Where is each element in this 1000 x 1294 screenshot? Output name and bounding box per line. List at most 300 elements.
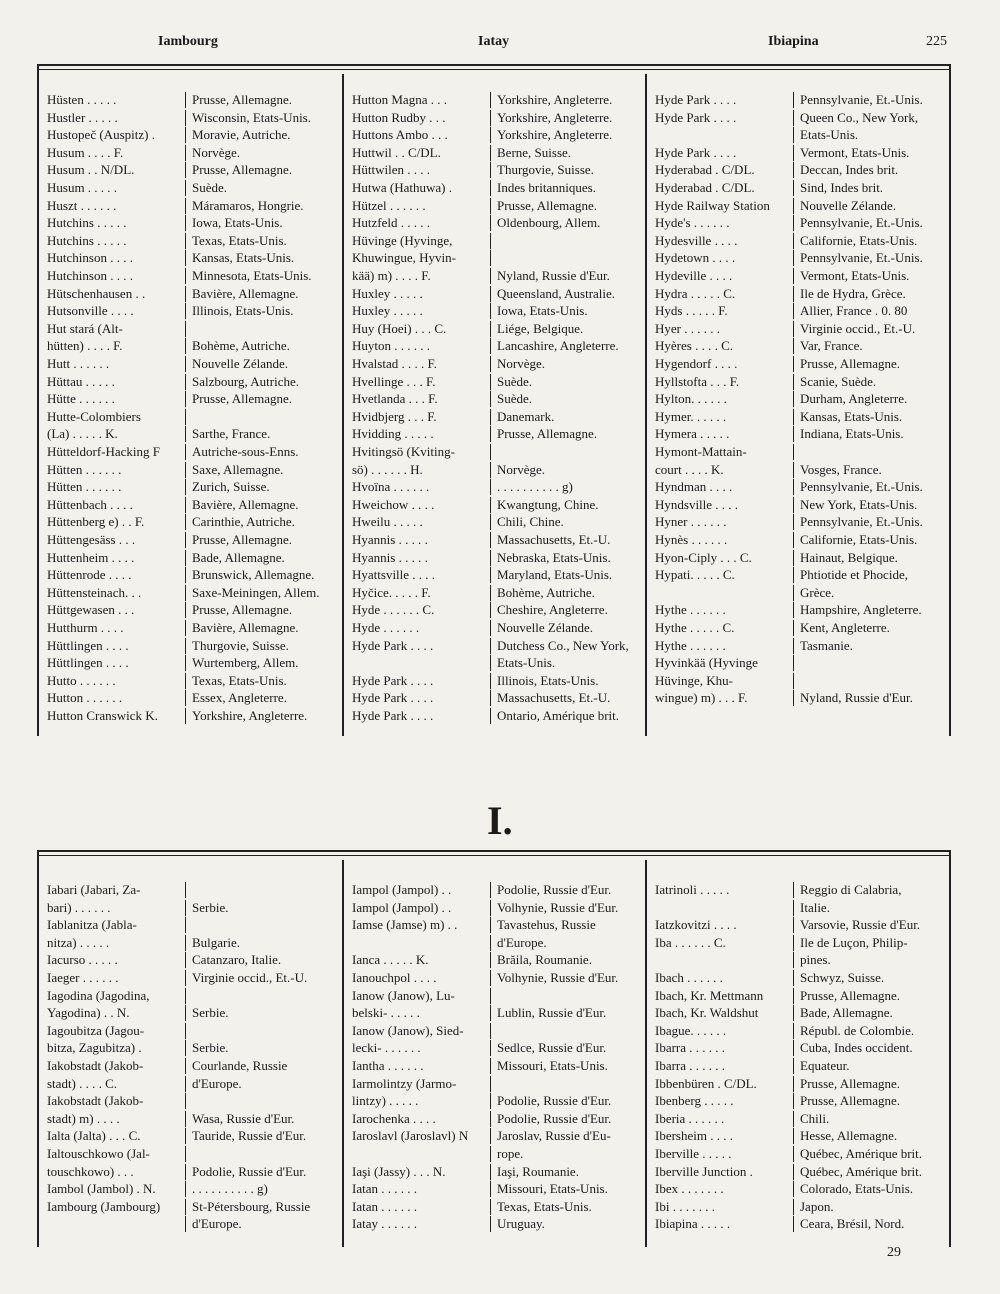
place-name: Hüttlingen . . . . (47, 637, 129, 653)
place-name: Hyde . . . . . . (352, 620, 420, 635)
place-location: Minnesota, Etats-Unis. (185, 268, 342, 284)
place-name: lintzy) . . . . . (352, 1093, 419, 1109)
place-location: Catanzaro, Italie. (185, 952, 342, 968)
place-name: Hüttau . . . . . (47, 373, 115, 389)
entry-row (39, 479, 342, 495)
entry-row (39, 321, 342, 337)
place-name: Hutthurm . . . . (47, 620, 124, 635)
place-location: Sind, Indes brit. (793, 180, 950, 196)
place-location: Texas, Etats-Unis. (185, 233, 342, 249)
place-location: Prusse, Allemagne. (793, 988, 950, 1004)
place-name: Huxley . . . . . (352, 285, 423, 301)
place-location: Uruguay. (490, 1216, 647, 1232)
entry-row (647, 303, 950, 319)
place-name (647, 585, 793, 601)
entry-row (647, 1199, 950, 1215)
place-name: Hyvinkää (Hyvinge (655, 655, 758, 671)
entry-row (647, 338, 950, 354)
place-location (793, 655, 950, 671)
place-name: Hvidding . . . . . (352, 426, 434, 442)
place-name: Ibenberg . . . . . (655, 1093, 734, 1109)
place-name: Hyde Railway Station (655, 197, 770, 213)
place-location: Durham, Angleterre. (793, 391, 950, 407)
place-name: Hyds . . . . . F. (655, 303, 728, 319)
place-location: Dutchess Co., New York, (490, 638, 647, 654)
entry-row (647, 127, 950, 143)
place-name: Hydesville . . . . (655, 232, 738, 248)
entry-row (39, 268, 342, 284)
entry-row (344, 882, 647, 898)
entry-row (647, 988, 950, 1004)
place-name: Hyères . . . . C. (655, 338, 733, 354)
entry-row (344, 409, 647, 425)
entry-row (344, 952, 647, 968)
place-location: Yorkshire, Angleterre. (490, 127, 647, 143)
entry-row (39, 215, 342, 231)
place-location: Tavastehus, Russie (490, 917, 647, 933)
entry-row (647, 409, 950, 425)
place-name: Hythe . . . . . . (655, 637, 726, 653)
place-location: d'Europe. (490, 935, 647, 951)
entry-row (647, 444, 950, 460)
place-location: Courlande, Russie (185, 1058, 342, 1074)
entry-row (344, 233, 647, 249)
place-location: Iowa, Etats-Unis. (185, 215, 342, 231)
place-name: Huyton . . . . . . (352, 338, 430, 354)
column-2 (342, 74, 647, 736)
place-location: Prusse, Allemagne. (185, 602, 342, 618)
entry-row (39, 374, 342, 390)
place-name: Hyer . . . . . . (655, 320, 720, 336)
entry-row (344, 338, 647, 354)
place-location: Bavière, Allemagne. (185, 286, 342, 302)
place-location: Maryland, Etats-Unis. (490, 567, 647, 583)
place-location: Podolie, Russie d'Eur. (490, 1093, 647, 1109)
place-location (793, 673, 950, 689)
place-location: Tasmanie. (793, 638, 950, 654)
place-location: Brunswick, Allemagne. (185, 567, 342, 583)
entry-row (647, 690, 950, 706)
place-location: Pennsylvanie, Et.-Unis. (793, 92, 950, 108)
place-location: Suède. (490, 391, 647, 407)
place-location: Equateur. (793, 1058, 950, 1074)
place-name: Hüvinge, Khu- (655, 672, 733, 688)
place-name: Iatzkovitzi . . . . (655, 917, 737, 933)
entry-row (647, 1164, 950, 1180)
place-location (490, 233, 647, 249)
place-name: Hutto . . . . . . (47, 672, 116, 688)
entry-row (647, 1076, 950, 1092)
place-name: Ibarra . . . . . . (655, 1058, 726, 1073)
place-location (185, 1093, 342, 1109)
place-location: Vermont, Etats-Unis. (793, 268, 950, 284)
entry-row (344, 550, 647, 566)
place-location: Scanie, Suède. (793, 374, 950, 390)
entry-row (39, 532, 342, 548)
place-name: Hyllstofta . . . F. (655, 373, 740, 389)
place-location: Illinois, Etats-Unis. (185, 303, 342, 319)
section-letter: I. (487, 798, 513, 843)
entry-row (39, 602, 342, 618)
place-name: Hweichow . . . . (352, 496, 435, 512)
place-location: Varsovie, Russie d'Eur. (793, 917, 950, 933)
entry-row (39, 1128, 342, 1144)
place-location: d'Europe. (185, 1216, 342, 1232)
place-location: Autriche-sous-Enns. (185, 444, 342, 460)
entry-row (344, 1146, 647, 1162)
entry-row (39, 988, 342, 1004)
entry-row (647, 233, 950, 249)
place-location: Lancashire, Angleterre. (490, 338, 647, 354)
entry-row (39, 708, 342, 724)
place-location: Ontario, Amérique brit. (490, 708, 647, 724)
place-location: Serbie. (185, 900, 342, 916)
place-location: Iaşi, Roumanie. (490, 1164, 647, 1180)
entry-row (39, 1181, 342, 1197)
place-location: Prusse, Allemagne. (793, 1093, 950, 1109)
place-name: stadt) m) . . . . (47, 1110, 120, 1126)
entry-row (344, 268, 647, 284)
place-name: Hyde Park . . . . (655, 109, 737, 125)
place-location: Hesse, Allemagne. (793, 1128, 950, 1144)
place-location: Volhynie, Russie d'Eur. (490, 970, 647, 986)
entry-row (647, 952, 950, 968)
entry-row (39, 655, 342, 671)
place-location: Norvège. (185, 145, 342, 161)
place-location: Var, France. (793, 338, 950, 354)
place-location: Prusse, Allemagne. (490, 426, 647, 442)
place-location: Italie. (793, 900, 950, 916)
place-location: Texas, Etats-Unis. (185, 673, 342, 689)
entry-row (344, 215, 647, 231)
place-location: Bade, Allemagne. (185, 550, 342, 566)
place-name: Hüttenberg e) . . F. (47, 514, 145, 530)
place-name: Ibiapina . . . . . (655, 1216, 731, 1232)
place-location (185, 882, 342, 898)
place-location: Grèce. (793, 585, 950, 601)
place-location (490, 1076, 647, 1092)
place-location: Colorado, Etats-Unis. (793, 1181, 950, 1197)
place-location: Ile de Hydra, Grèce. (793, 286, 950, 302)
place-location: Wasa, Russie d'Eur. (185, 1111, 342, 1127)
place-location: Bavière, Allemagne. (185, 620, 342, 636)
place-name: Hüttensteinach. . . (47, 584, 142, 600)
entry-row (39, 882, 342, 898)
place-name: Khuwingue, Hyvin- (352, 250, 456, 266)
place-location: Thurgovie, Suisse. (490, 162, 647, 178)
place-location: Prusse, Allemagne. (185, 532, 342, 548)
entry-row (344, 92, 647, 108)
entry-row (344, 250, 647, 266)
place-location: St-Pétersbourg, Russie (185, 1199, 342, 1215)
place-name: Hütte . . . . . . (47, 391, 115, 407)
place-location: Tauride, Russie d'Eur. (185, 1128, 342, 1144)
place-name: Ibach . . . . . . (655, 970, 723, 985)
place-name: Hutchins . . . . . (47, 215, 127, 231)
entry-row (344, 935, 647, 951)
place-name: Hythe . . . . . . (655, 602, 726, 618)
place-location: Sedlce, Russie d'Eur. (490, 1040, 647, 1056)
place-location: Iowa, Etats-Unis. (490, 303, 647, 319)
place-name: touschkowo) . . . (47, 1163, 134, 1179)
entry-row (344, 532, 647, 548)
place-name: Hützel . . . . . . (352, 197, 426, 213)
entry-row (647, 268, 950, 284)
place-name: Hyner . . . . . . (655, 514, 727, 530)
entry-row (39, 250, 342, 266)
entry-row (39, 550, 342, 566)
place-name: Husum . . . . F. (47, 144, 124, 160)
place-name: Ianouchpol . . . . (352, 970, 437, 985)
place-name: Hyde Park . . . . (352, 708, 434, 723)
entry-row (647, 1181, 950, 1197)
entry-row (647, 145, 950, 161)
place-name: Hustler . . . . . (47, 109, 118, 125)
place-location: Carinthie, Autriche. (185, 514, 342, 530)
entry-row (344, 1216, 647, 1232)
place-location: Zurich, Suisse. (185, 479, 342, 495)
place-location: Wurtemberg, Allem. (185, 655, 342, 671)
place-name: nitza) . . . . . (47, 934, 110, 950)
place-name: Husum . . . . . (47, 180, 118, 195)
entry-row (647, 585, 950, 601)
place-location: Oldenbourg, Allem. (490, 215, 647, 231)
place-name: Iaşi (Jassy) . . . N. (352, 1163, 446, 1179)
entry-row (39, 391, 342, 407)
entry-row (344, 708, 647, 724)
place-name: Hydeville . . . . (655, 268, 733, 283)
place-name: Iampol (Jampol) . . (352, 899, 452, 915)
place-name: Hutchinson . . . . (47, 268, 133, 283)
place-name: Hyčice. . . . . F. (352, 584, 431, 600)
entry-row (344, 567, 647, 583)
place-location: Cuba, Indes occident. (793, 1040, 950, 1056)
place-name (647, 900, 793, 916)
place-location (490, 988, 647, 1004)
entry-row (647, 250, 950, 266)
place-name: Hutton . . . . . . (47, 690, 123, 706)
place-name: Hydetown . . . . (655, 250, 736, 266)
place-location: Californie, Etats-Unis. (793, 233, 950, 249)
place-name: Huszt . . . . . . (47, 197, 117, 213)
place-location (490, 1023, 647, 1039)
place-name: Hütschenhausen . . (47, 285, 146, 301)
entry-row (344, 585, 647, 601)
place-location: Indes britanniques. (490, 180, 647, 196)
entry-row (39, 110, 342, 126)
place-name: Hvidbjerg . . . F. (352, 408, 437, 424)
place-location: Bohème, Autriche. (490, 585, 647, 601)
entry-row (344, 1128, 647, 1144)
page-number: 225 (926, 34, 947, 49)
place-location: Virginie occid., Et.-U. (185, 970, 342, 986)
entry-row (344, 620, 647, 636)
header-left: Iambourg (158, 34, 218, 49)
place-name: stadt) . . . . C. (47, 1075, 118, 1091)
place-location: Etats-Unis. (793, 127, 950, 143)
place-location: Prusse, Allemagne. (793, 1076, 950, 1092)
entry-row (344, 638, 647, 654)
place-location: Nouvelle Zélande. (490, 620, 647, 636)
entry-row (39, 92, 342, 108)
place-location: Californie, Etats-Unis. (793, 532, 950, 548)
entry-row (39, 1146, 342, 1162)
column-2 (342, 860, 647, 1247)
place-location: Indiana, Etats-Unis. (793, 426, 950, 442)
entry-row (647, 970, 950, 986)
place-location: Essex, Angleterre. (185, 690, 342, 706)
entry-row (647, 374, 950, 390)
place-name: Ianow (Janow), Lu- (352, 987, 455, 1003)
entry-row (39, 900, 342, 916)
place-location: Massachusetts, Et.-U. (490, 690, 647, 706)
place-name: court . . . . K. (655, 461, 724, 477)
place-name: Iakobstadt (Jakob- (47, 1058, 144, 1073)
place-location: Allier, France . 0. 80 (793, 303, 950, 319)
place-name: Hütten . . . . . . (47, 479, 122, 495)
place-name: Iberville . . . . . (655, 1146, 732, 1161)
place-name: Huttons Ambo . . . (352, 127, 448, 143)
entry-row (39, 690, 342, 706)
place-location: Kansas, Etats-Unis. (793, 409, 950, 425)
place-location: Salzbourg, Autriche. (185, 374, 342, 390)
place-name: Hvitingsö (Kviting- (352, 444, 455, 459)
place-name: Iberville Junction . (655, 1163, 753, 1179)
entry-row (344, 1058, 647, 1074)
place-location (185, 1023, 342, 1039)
place-location: Danemark. (490, 409, 647, 425)
place-name: Iakobstadt (Jakob- (47, 1093, 144, 1109)
entry-row (39, 1040, 342, 1056)
entry-row (344, 145, 647, 161)
entry-row (647, 215, 950, 231)
place-name: Hutchins . . . . . (47, 232, 127, 248)
place-name: Iagodina (Jagodina, (47, 987, 150, 1003)
place-location (490, 444, 647, 460)
entry-row (39, 620, 342, 636)
entry-row (647, 1023, 950, 1039)
place-name: Iarmolintzy (Jarmo- (352, 1075, 457, 1091)
place-name: Hvellinge . . . F. (352, 373, 436, 389)
entry-row (39, 1005, 342, 1021)
entry-row (39, 303, 342, 319)
place-name: Hütteldorf-Hacking F (47, 444, 161, 459)
place-name: Ialta (Jalta) . . . C. (47, 1128, 141, 1144)
place-name: Hutchinson . . . . (47, 250, 133, 266)
place-name: Hyde Park . . . . (655, 144, 737, 160)
entry-row (39, 497, 342, 513)
place-name (647, 952, 793, 968)
entry-row (39, 462, 342, 478)
entry-row (647, 514, 950, 530)
place-location: Brăila, Roumanie. (490, 952, 647, 968)
entry-row (344, 321, 647, 337)
place-location: Podolie, Russie d'Eur. (490, 1111, 647, 1127)
entry-row (344, 1199, 647, 1215)
place-location: Berne, Suisse. (490, 145, 647, 161)
place-location: Hainaut, Belgique. (793, 550, 950, 566)
entry-row (647, 602, 950, 618)
place-name: sö) . . . . . . H. (352, 461, 423, 477)
place-name: Hypati. . . . . C. (655, 567, 735, 583)
column-1 (39, 860, 342, 1247)
entry-row (647, 479, 950, 495)
place-name: Ibach, Kr. Waldshut (655, 1005, 759, 1021)
place-location: Máramaros, Hongrie. (185, 198, 342, 214)
place-location: Queensland, Australie. (490, 286, 647, 302)
place-location: Etats-Unis. (490, 655, 647, 671)
entry-row (39, 1058, 342, 1074)
place-location: Virginie occid., Et.-U. (793, 321, 950, 337)
place-name: Ialtouschkowo (Jal- (47, 1146, 150, 1161)
place-location: Queen Co., New York, (793, 110, 950, 126)
entry-row (39, 970, 342, 986)
entry-row (39, 127, 342, 143)
place-name: Hyde Park . . . . (352, 690, 434, 706)
place-location: Nyland, Russie d'Eur. (793, 690, 950, 706)
entry-row (39, 162, 342, 178)
place-name: Ianow (Janow), Sied- (352, 1022, 464, 1038)
place-name: Hyde's . . . . . . (655, 215, 730, 231)
entry-row (344, 690, 647, 706)
place-location: Vosges, France. (793, 462, 950, 478)
place-name: Hygendorf . . . . (655, 356, 738, 371)
place-name: Hyderabad . C/DL. (655, 162, 755, 178)
entry-row (344, 426, 647, 442)
place-name: Ibi . . . . . . . (655, 1198, 715, 1214)
place-name: lecki- . . . . . . (352, 1040, 421, 1056)
entry-row (647, 638, 950, 654)
entry-row (647, 1093, 950, 1109)
place-name: Hylton. . . . . . (655, 391, 727, 407)
place-location: . . . . . . . . . . g) (185, 1181, 342, 1197)
place-name: Hütten . . . . . . (47, 461, 122, 477)
place-location: Saxe-Meiningen, Allem. (185, 585, 342, 601)
place-name: Iambol (Jambol) . N. (47, 1181, 156, 1197)
entry-row (647, 426, 950, 442)
entry-row (647, 620, 950, 636)
entry-row (647, 550, 950, 566)
place-location: Hampshire, Angleterre. (793, 602, 950, 618)
place-location: Kent, Angleterre. (793, 620, 950, 636)
place-location: Prusse, Allemagne. (793, 356, 950, 372)
place-name (344, 655, 490, 671)
place-name: Iberia . . . . . . (655, 1110, 725, 1126)
entry-row (647, 92, 950, 108)
entry-row (647, 391, 950, 407)
place-location (793, 444, 950, 460)
entry-row (647, 198, 950, 214)
place-location: Prusse, Allemagne. (185, 391, 342, 407)
place-name: Hyndman . . . . (655, 479, 733, 495)
place-location: Bavière, Allemagne. (185, 497, 342, 513)
entry-row (344, 162, 647, 178)
place-name: Hyattsville . . . . (352, 567, 436, 583)
entry-row (39, 338, 342, 354)
place-name: bitza, Zagubitza) . (47, 1040, 142, 1056)
entry-row (39, 444, 342, 460)
entry-row (344, 1005, 647, 1021)
place-location: Missouri, Etats-Unis. (490, 1058, 647, 1074)
place-name: Ibex . . . . . . . (655, 1181, 724, 1197)
double-rule (39, 69, 949, 70)
entry-row (39, 567, 342, 583)
place-name: Hutsonville . . . . (47, 303, 134, 319)
place-name: Ibarra . . . . . . (655, 1040, 726, 1056)
place-location (490, 250, 647, 266)
place-name: Hutte-Colombiers (47, 408, 141, 424)
entry-row (39, 356, 342, 372)
